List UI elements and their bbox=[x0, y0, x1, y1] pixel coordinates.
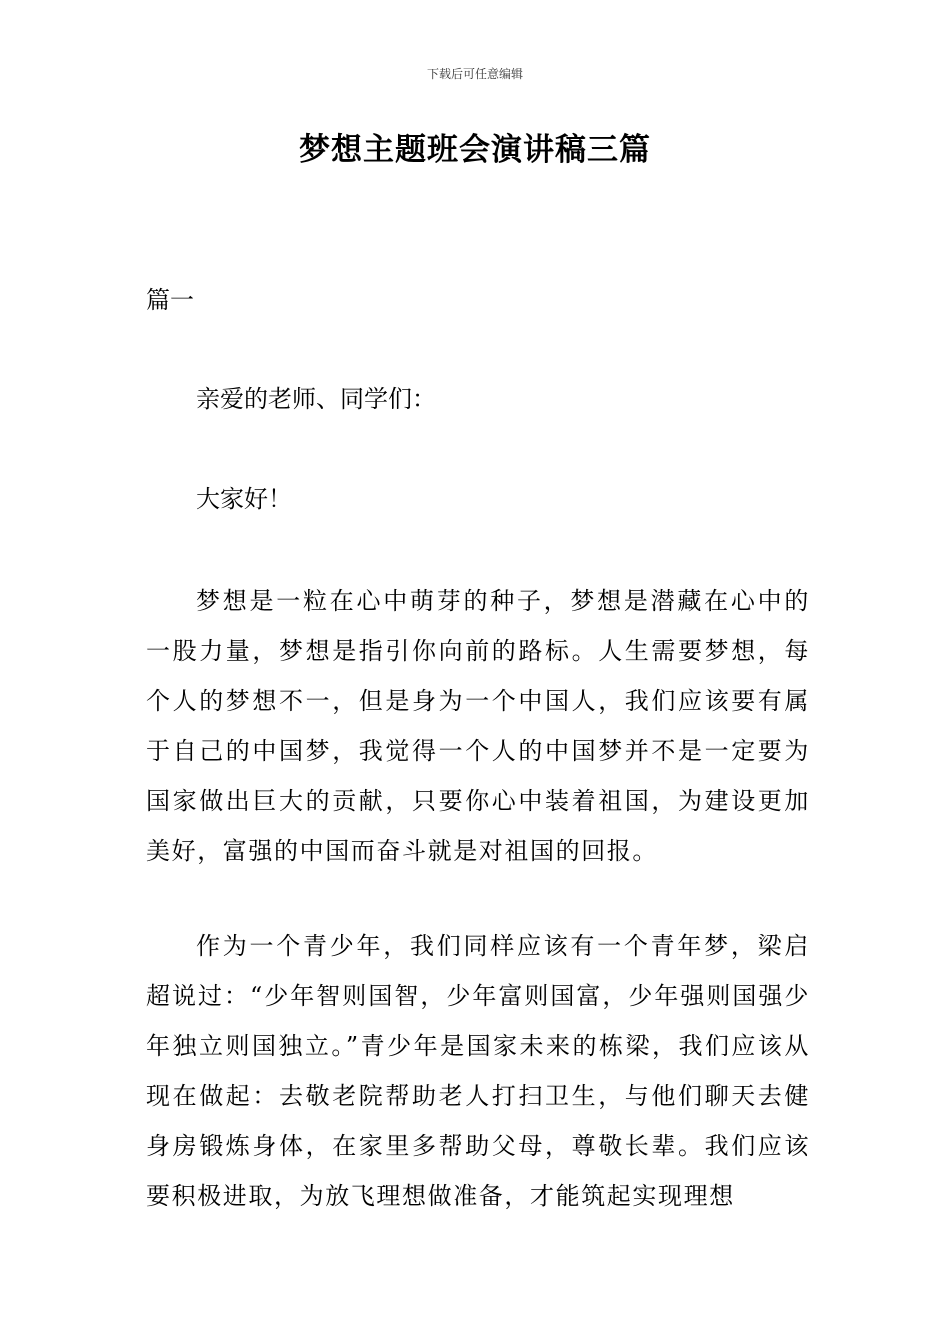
body-paragraph: 梦想是一粒在心中萌芽的种子，梦想是潜藏在心中的一股力量，梦想是指引你向前的路标。人生需要梦想，每个人的梦想不一，但是身为一个中国人，我们应该要有属于自己的中国梦，我觉得一个人的中国梦并不是一定要为国家做出巨大的贡献，只要你心中装着祖国，为建设更加美好，富强的中国而奋斗就是对祖国的回报。 bbox=[146, 587, 810, 865]
section-label: 篇一 bbox=[146, 286, 194, 314]
salutation: 亲爱的老师、同学们： bbox=[196, 385, 436, 413]
header-note: 下载后可任意编辑 bbox=[426, 67, 523, 81]
greeting: 大家好！ bbox=[196, 485, 292, 513]
document-title: 梦想主题班会演讲稿三篇 bbox=[299, 132, 651, 168]
body-paragraph: 作为一个青少年，我们同样应该有一个青年梦，梁启超说过：“少年智则国智，少年富则国富，少年强则国强少年独立则国独立。”青少年是国家未来的栋梁，我们应该从现在做起：去敬老院帮助老人打扫卫生，与他们聊天去健身房锻炼身体，在家里多帮助父母，尊敬长辈。我们应该要积极进取，为放飞理想做准备，才能筑起实现理想 bbox=[146, 932, 810, 1210]
